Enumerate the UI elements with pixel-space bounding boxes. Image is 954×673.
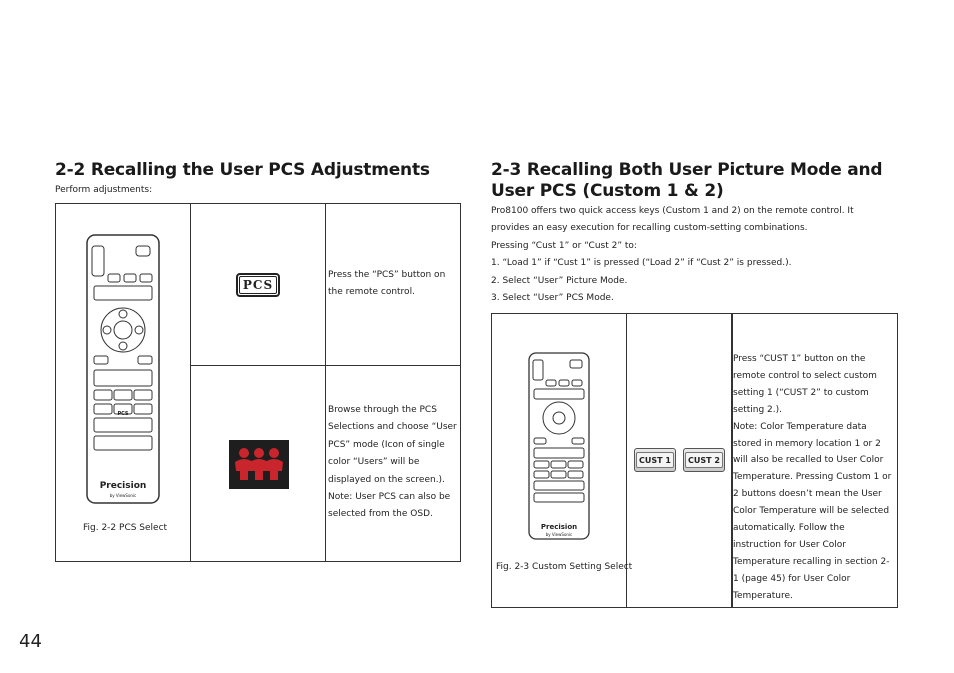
remote-pcs-key: PCS (117, 411, 129, 417)
paragraph: Pressing “Cust 1” or “Cust 2” to: (491, 240, 637, 251)
pcs-select-table (55, 203, 461, 562)
custom-setting-table (491, 313, 898, 608)
paragraph: 1. “Load 1” if “Cust 1” is pressed (“Load 2” if “Cust 2” is pressed.). (491, 258, 792, 269)
figure-caption: Fig. 2-3 Custom Setting Select (496, 562, 633, 572)
intro-text: Perform adjustments: (55, 185, 153, 195)
remote-brand: Precision (99, 481, 147, 491)
figure-caption: Fig. 2-2 PCS Select (83, 523, 168, 533)
paragraph: 2. Select “User” Picture Mode. (491, 275, 628, 286)
user-pcs-icon (229, 440, 289, 489)
remote-sub-brand: by ViewSonic (109, 493, 137, 498)
paragraph: Pro8100 offers two quick access keys (Custom 1 and 2) on the remote control. It provides an easy execution for recalling custom-setting combinations. (491, 206, 854, 234)
remote-brand: Precision (540, 523, 578, 531)
pcs-button-label: PCS (239, 276, 277, 294)
remote-sub-brand: by ViewSonic (545, 532, 573, 537)
section-2-3-body (491, 203, 891, 307)
cust-2-button-icon (683, 448, 725, 472)
cust-1-button-icon (634, 448, 676, 472)
paragraph: 3. Select “User” PCS Mode. (491, 293, 614, 304)
cust-2-label: CUST 2 (685, 452, 723, 468)
section-heading-2-3: 2-3 Recalling Both User Picture Mode and User PCS (Custom 1 & 2) (491, 160, 883, 201)
custom-setting-text: Press “CUST 1” button on the remote control to select custom setting 1 (“CUST 2” to custom setting 2.). Note: Color Temperature data stored in memory location 1 or 2 will also be recalled to User Color Temperature. Pressing Custom 1 or 2 buttons doesn’t mean the User Color Temperature will be selected automatically. Follow the instruction for User Color Temperature recalling in section 2-1 (page 45) for User Color Temperature. (733, 354, 892, 601)
pcs-button-icon (236, 273, 280, 297)
cust-1-label: CUST 1 (636, 452, 674, 468)
page-number: 44 (19, 631, 42, 652)
remote-control-image (528, 352, 590, 540)
remote-control-image (86, 234, 160, 504)
section-heading-2-2: 2-2 Recalling the User PCS Adjustments (55, 160, 430, 180)
pcs-step-1-text: Press the “PCS” button on the remote control. (328, 270, 446, 298)
pcs-step-2-text: Browse through the PCS Selections and choose “User PCS” mode (Icon of single color “Users” will be displayed on the screen.). Note: User PCS can also be selected from the OSD. (328, 405, 457, 520)
